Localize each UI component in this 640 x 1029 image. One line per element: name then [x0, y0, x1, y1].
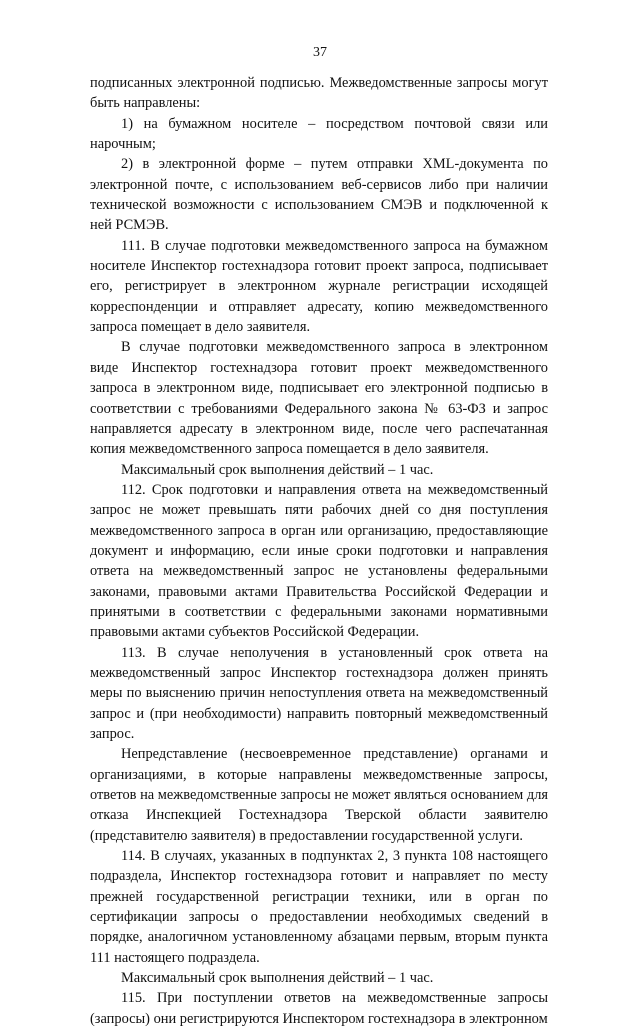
document-body	[90, 73, 548, 1029]
page-number: 37	[313, 45, 327, 60]
paragraph-electronic-request: В случае подготовки межведомственного запроса в электронном виде Инспектор гостехнадзора готовит проект межведомственного запроса в электронном виде, подписывает его электронной подписью в соответствии с требованиями Федерального закона № 63-ФЗ и запрос направляется адресату в электронном виде, после чего распечатанная копия межведомственного запроса помещается в дело заявителя.	[90, 339, 548, 458]
paragraph-list-item-2: 2) в электронной форме – путем отправки XML-документа по электронной почте, с использованием веб-сервисов либо при наличии технической возможности с использованием СМЭВ и подключенной к ней РСМЭВ.	[90, 156, 548, 234]
paragraph-max-time-2: Максимальный срок выполнения действий – 1 час.	[121, 970, 434, 987]
paragraph-nonsubmission: Непредставление (несвоевременное представление) органами и организациями, в которые направлены межведомственные запросы, ответов на межведомственные запросы не может являться основанием для отказа Инспекцией Гостехнадзора Тверской области заявителю (представителю заявителя) в предоставлении государственной услуги.	[90, 746, 548, 844]
paragraph-115: 115. При поступлении ответов на межведомственные запросы (запросы) они регистрируются Инспектором гостехнадзора в электронном	[90, 990, 548, 1027]
paragraph-continuation: подписанных электронной подписью. Межведомственные запросы могут быть направлены:	[90, 75, 548, 112]
paragraph-111: 111. В случае подготовки межведомственного запроса на бумажном носителе Инспектор гостехнадзора готовит проект запроса, подписывает его, регистрирует в электронном журнале регистрации исходящей корреспонденции и отправляет адресату, копию межведомственного запроса помещает в дело заявителя.	[90, 237, 548, 336]
paragraph-list-item-1: 1) на бумажном носителе – посредством почтовой связи или нарочным;	[90, 115, 548, 153]
paragraph-max-time-1: Максимальный срок выполнения действий – 1 час.	[121, 461, 434, 478]
paragraph-114: 114. В случаях, указанных в подпунктах 2, 3 пункта 108 настоящего подраздела, Инспектор гостехнадзора готовит и направляет по месту прежней государственной регистрации техники, или в орган по сертификации запросы о предоставлении необходимых сведений в порядке, аналогичном установленному абзацами первым, вторым пункта 111 настоящего подраздела.	[90, 848, 548, 966]
paragraph-113: 113. В случае неполучения в установленный срок ответа на межведомственный запрос Инспектор гостехнадзора должен принять меры по выяснению причин непоступления ответа на межведомственный запрос и (при необходимости) направить повторный межведомственный запрос.	[90, 644, 548, 742]
paragraph-112: 112. Срок подготовки и направления ответа на межведомственный запрос не может превышать пяти рабочих дней со дня поступления межведомственного запроса в орган или организацию, предоставляющие документ и информацию, если иные сроки подготовки и направления ответа на межведомственный запрос не установлены федеральными законами, правовыми актами Правительства Российской Федерации и принятыми в соответствии с федеральными законами нормативными правовыми актами субъектов Российской Федерации.	[90, 481, 548, 641]
